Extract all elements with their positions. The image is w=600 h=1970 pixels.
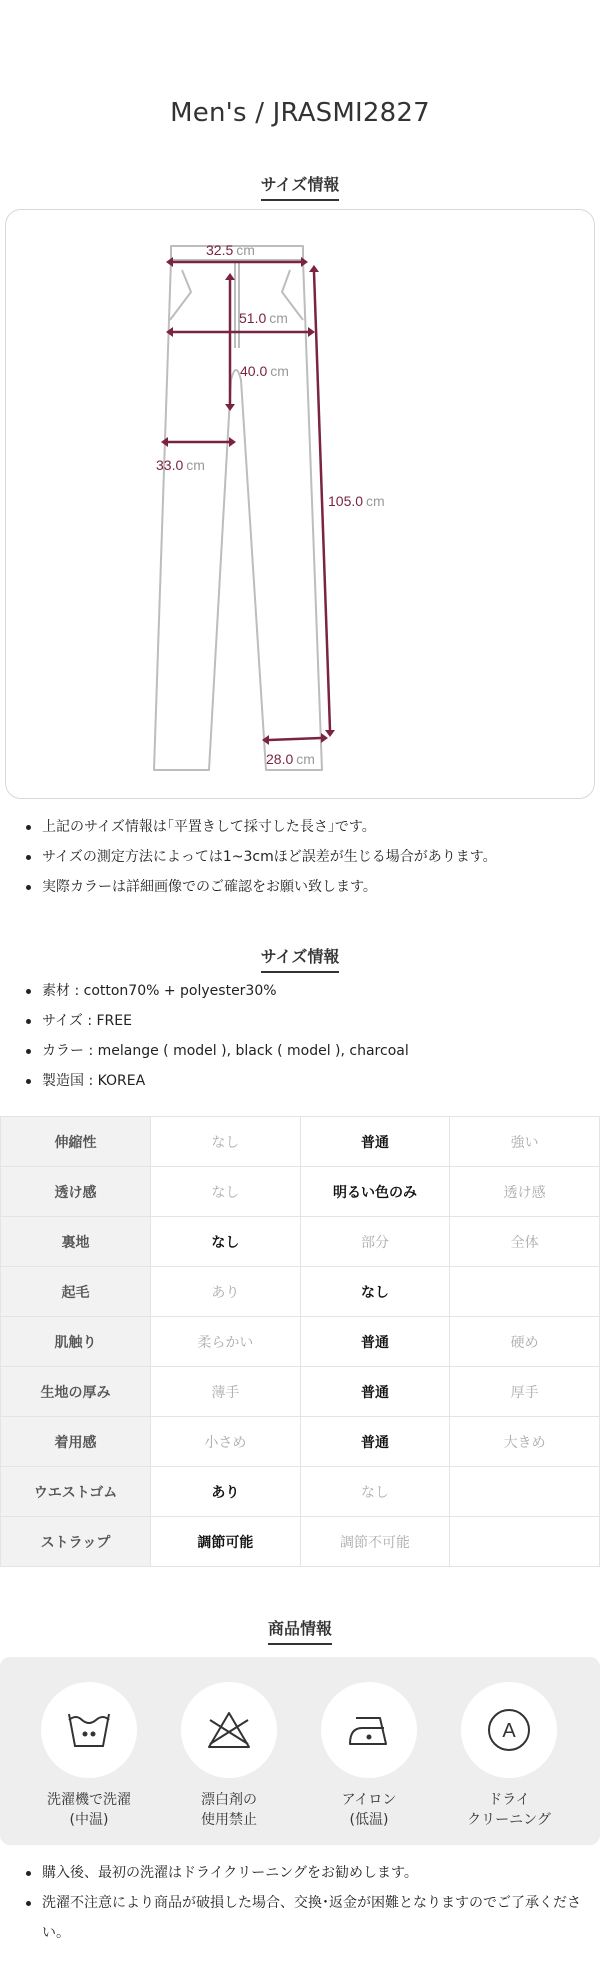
attribute-row xyxy=(1,1417,600,1467)
size-note: 実際カラーは詳細画像でのご確認をお願い致します。 xyxy=(22,872,582,902)
attribute-option: 普通 xyxy=(300,1317,450,1367)
attribute-label: 透け感 xyxy=(1,1167,151,1217)
attribute-label: 伸縮性 xyxy=(1,1117,151,1167)
attribute-label: 裏地 xyxy=(1,1217,151,1267)
attribute-label: ストラップ xyxy=(1,1517,151,1567)
attribute-option: なし xyxy=(300,1467,450,1517)
size-info-heading xyxy=(0,172,600,201)
care-instructions xyxy=(0,1657,600,1845)
attribute-row xyxy=(1,1217,600,1267)
attribute-option: 厚手 xyxy=(450,1367,600,1417)
attribute-row xyxy=(1,1467,600,1517)
attribute-option: あり xyxy=(151,1467,301,1517)
attribute-row xyxy=(1,1117,600,1167)
product-title: Men's / JRASMI2827 xyxy=(170,98,430,128)
attribute-option: 透け感 xyxy=(450,1167,600,1217)
attribute-row xyxy=(1,1367,600,1417)
product-info-heading-text: 商品情報 xyxy=(268,1616,332,1645)
product-spec-list xyxy=(22,976,582,1096)
dry-clean-icon xyxy=(461,1682,557,1778)
attribute-option xyxy=(450,1267,600,1317)
care-item-bleach xyxy=(164,1682,294,1830)
wash-tub-icon xyxy=(41,1682,137,1778)
product-spec-heading-text: サイズ情報 xyxy=(261,944,340,973)
pants-outline xyxy=(154,246,322,770)
attribute-option: なし xyxy=(151,1217,301,1267)
pants-diagram-svg xyxy=(6,210,596,800)
attribute-option: なし xyxy=(151,1117,301,1167)
hem-line xyxy=(269,738,321,740)
attribute-label: 肌触り xyxy=(1,1317,151,1367)
attribute-option xyxy=(450,1467,600,1517)
svg-text:A: A xyxy=(502,1720,516,1742)
size-info-heading-text: サイズ情報 xyxy=(261,172,340,201)
care-note: 購入後、最初の洗濯はドライクリーニングをお勧めします。 xyxy=(22,1858,582,1888)
attribute-option: 普通 xyxy=(300,1117,450,1167)
hem-label: 28.0 cm xyxy=(266,751,315,767)
care-note: 洗濯不注意により商品が破損した場合、交換･返金が困難となりますのでご了承ください。 xyxy=(22,1888,582,1948)
no-bleach-icon xyxy=(181,1682,277,1778)
hip-label: 51.0 cm xyxy=(239,310,288,326)
attribute-option: 調節可能 xyxy=(151,1517,301,1567)
thigh-label: 33.0 cm xyxy=(156,457,205,473)
size-note: 上記のサイズ情報は｢平置きして採寸した長さ｣です。 xyxy=(22,812,582,842)
care-label-dryclean: ドライ クリーニング xyxy=(467,1792,551,1828)
care-item-iron xyxy=(304,1682,434,1830)
spec-origin: 製造国 : KOREA xyxy=(22,1066,582,1096)
attribute-option: 明るい色のみ xyxy=(300,1167,450,1217)
attribute-row xyxy=(1,1317,600,1367)
product-info-heading xyxy=(0,1616,600,1645)
attribute-option: 普通 xyxy=(300,1367,450,1417)
attribute-label: ウエストゴム xyxy=(1,1467,151,1517)
product-spec-heading xyxy=(0,944,600,973)
care-item-wash xyxy=(24,1682,154,1830)
attribute-option: 普通 xyxy=(300,1417,450,1467)
care-item-dryclean xyxy=(444,1682,574,1830)
care-notes-list xyxy=(22,1858,582,1948)
attribute-option: なし xyxy=(151,1167,301,1217)
spec-material: 素材 : cotton70% + polyester30% xyxy=(22,976,582,1006)
attribute-option: 柔らかい xyxy=(151,1317,301,1367)
iron-icon xyxy=(321,1682,417,1778)
attribute-option: 強い xyxy=(450,1117,600,1167)
fabric-attribute-table xyxy=(0,1116,600,1567)
attribute-row xyxy=(1,1517,600,1567)
size-note: サイズの測定方法によっては1~3cmほど誤差が生じる場合があります。 xyxy=(22,842,582,872)
attribute-option: 小さめ xyxy=(151,1417,301,1467)
spec-color: カラー : melange ( model ), black ( model ), charcoal xyxy=(22,1036,582,1066)
attribute-option xyxy=(450,1517,600,1567)
care-label-iron: アイロン (低温) xyxy=(341,1792,397,1828)
attribute-label: 起毛 xyxy=(1,1267,151,1317)
spec-size: サイズ : FREE xyxy=(22,1006,582,1036)
rise-label: 40.0 cm xyxy=(240,363,289,379)
attribute-option: 薄手 xyxy=(151,1367,301,1417)
care-label-wash: 洗濯機で洗濯 (中温) xyxy=(47,1792,131,1828)
waist-label: 32.5 cm xyxy=(206,242,255,258)
length-label: 105.0 cm xyxy=(328,493,385,509)
attribute-option: あり xyxy=(151,1267,301,1317)
attribute-option: 全体 xyxy=(450,1217,600,1267)
attribute-row xyxy=(1,1267,600,1317)
attribute-option: なし xyxy=(300,1267,450,1317)
attribute-label: 着用感 xyxy=(1,1417,151,1467)
attribute-option: 硬め xyxy=(450,1317,600,1367)
attribute-option: 大きめ xyxy=(450,1417,600,1467)
size-notes-list xyxy=(22,812,582,902)
care-label-bleach: 漂白剤の 使用禁止 xyxy=(201,1792,257,1828)
attribute-row xyxy=(1,1167,600,1217)
attribute-option: 部分 xyxy=(300,1217,450,1267)
measure-labels xyxy=(156,242,385,767)
size-diagram xyxy=(5,209,595,799)
attribute-label: 生地の厚み xyxy=(1,1367,151,1417)
attribute-option: 調節不可能 xyxy=(300,1517,450,1567)
